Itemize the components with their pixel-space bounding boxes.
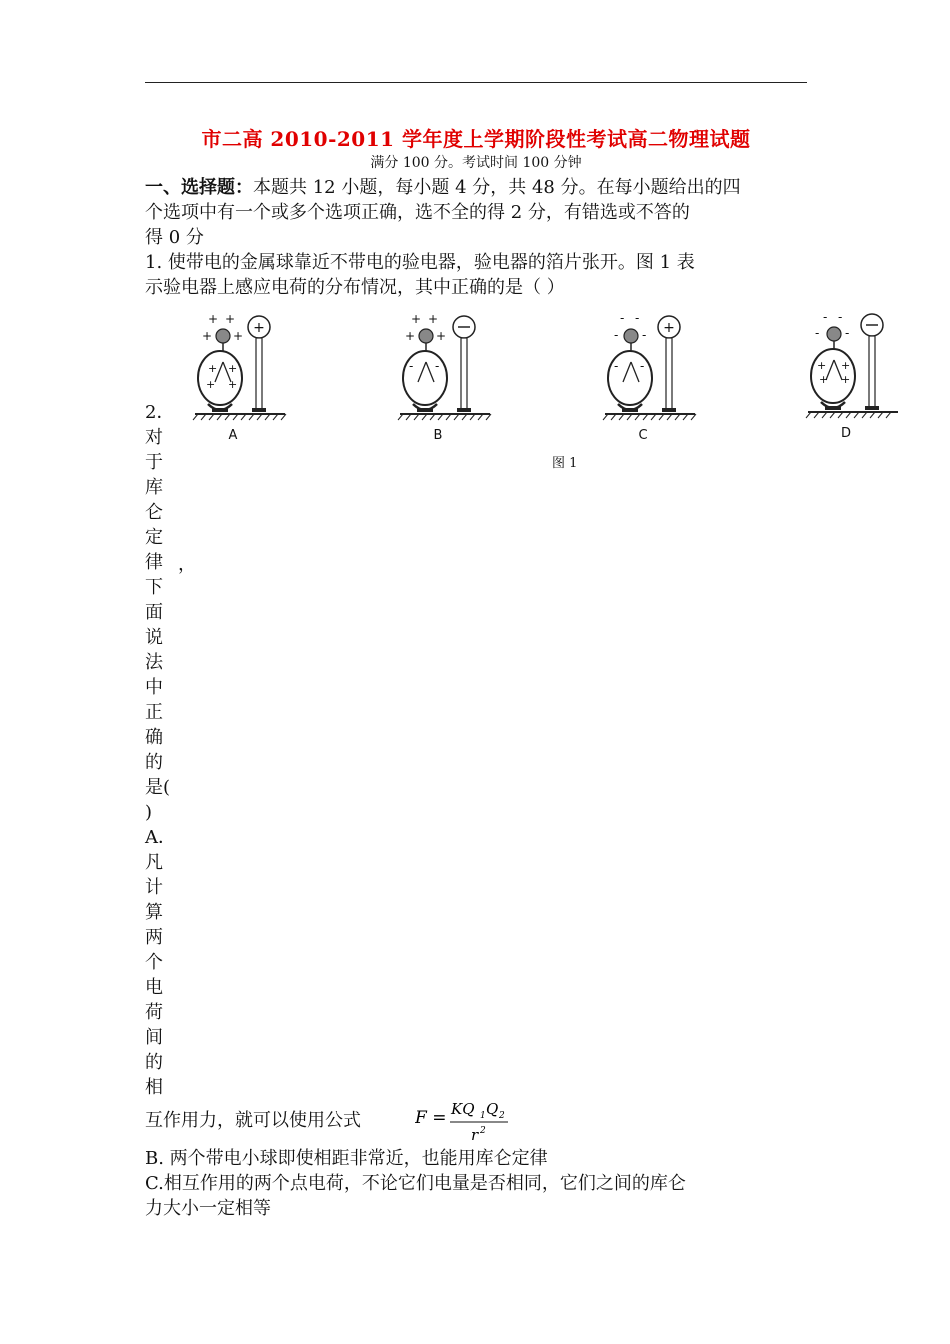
q2-vertical-char: 仑	[145, 502, 163, 523]
svg-text:+: +	[428, 312, 439, 326]
svg-text:-: -	[845, 326, 850, 340]
svg-text:+: +	[841, 373, 851, 386]
q1-stem	[145, 250, 810, 300]
exam-subtitle: 满分 100 分。考试时间 100 分钟	[370, 155, 582, 171]
q2-vertical-char: 算	[145, 902, 163, 923]
instructions-line2: 个选项中有一个或多个选项正确，选不全的得 2 分，有错选或不答的	[145, 202, 690, 223]
svg-text:-: -	[815, 326, 820, 340]
q2-vertical-char: 荷	[145, 1002, 163, 1023]
svg-text:-: -	[614, 359, 619, 373]
q2-vertical-char: 下	[145, 577, 163, 598]
figure-b-label: B	[433, 428, 443, 443]
electroscope-figure-c	[600, 310, 700, 445]
q2-vertical-char: 两	[145, 927, 163, 948]
svg-text:+: +	[817, 359, 827, 372]
header-rule	[145, 82, 807, 83]
q2-option-a-tail: 互作用力，就可以使用公式	[145, 1110, 361, 1131]
q2-option-b: B. 两个带电小球即使相距非常近，也能用库仑定律	[145, 1148, 548, 1169]
formula-r: r	[471, 1126, 479, 1144]
q2-vertical-char: 确	[145, 727, 163, 748]
electroscope-figure-b	[395, 310, 495, 445]
figure-c-label: C	[638, 428, 648, 443]
q2-vertical-char: 法	[145, 652, 163, 673]
q2-vertical-char: 相	[145, 1077, 163, 1098]
svg-text:+: +	[202, 329, 213, 343]
q2-vertical-char: 个	[145, 952, 163, 973]
formula-kq: KQ	[451, 1100, 475, 1118]
svg-text:+: +	[228, 362, 238, 375]
q2-vertical-char: )	[145, 802, 153, 823]
q2-vertical-char: 对	[145, 427, 163, 448]
formula-q2: Q	[486, 1100, 499, 1118]
svg-text:-: -	[614, 328, 619, 342]
svg-text:+: +	[206, 378, 216, 391]
section1-heading: 一、选择题：	[145, 177, 253, 198]
instructions-line1: 本题共 12 小题，每小题 4 分，共 48 分。在每小题给出的四	[253, 177, 741, 198]
electroscope-figure-a	[190, 310, 290, 445]
instructions-line3: 得 0 分	[145, 227, 204, 248]
q2-vertical-char: 电	[145, 977, 163, 998]
option-c-line1: C.相互作用的两个点电荷，不论它们电量是否相同，它们之间的库仑	[145, 1173, 686, 1194]
q2-vertical-char: A．	[145, 827, 176, 848]
q2-vertical-char: 计	[145, 877, 163, 898]
coulomb-formula	[415, 1098, 525, 1148]
q2-comma: ，	[178, 554, 196, 575]
formula-exp: 2	[480, 1126, 486, 1136]
svg-text:+: +	[405, 329, 416, 343]
section1-instructions	[145, 175, 810, 250]
q2-vertical-char: 面	[145, 602, 163, 623]
q2-vertical-char: 于	[145, 452, 163, 473]
formula-sub2: 2	[499, 1111, 505, 1121]
q2-vertical-char: 中	[145, 677, 163, 698]
formula-lhs: F =	[415, 1108, 447, 1128]
q2-vertical-char: 的	[145, 752, 163, 773]
svg-text:-: -	[635, 311, 640, 325]
svg-text:+: +	[663, 320, 675, 336]
figure-1-caption: 图 1	[552, 456, 578, 471]
q2-vertical-char: 库	[145, 477, 163, 498]
q2-vertical-char: 凡	[145, 852, 163, 873]
svg-text:+: +	[253, 320, 265, 336]
svg-text:-: -	[620, 311, 625, 325]
svg-text:-: -	[823, 310, 828, 324]
q2-vertical-char: 是(	[145, 777, 171, 798]
svg-text:-: -	[838, 310, 843, 324]
q1-line1: 1. 使带电的金属球靠近不带电的验电器，验电器的箔片张开。图 1 表	[145, 252, 695, 273]
svg-text:-: -	[640, 359, 645, 373]
q2-vertical-char: 的	[145, 1052, 163, 1073]
svg-text:+: +	[841, 359, 851, 372]
svg-text:+: +	[228, 378, 238, 391]
figure-a-label: A	[228, 428, 238, 443]
formula-sub1: 1	[480, 1111, 486, 1121]
svg-text:-: -	[435, 359, 440, 373]
q2-vertical-char: 间	[145, 1027, 163, 1048]
svg-text:+: +	[208, 362, 218, 375]
svg-text:+: +	[233, 329, 244, 343]
figure-d-label: D	[840, 426, 852, 441]
svg-text:+: +	[436, 329, 447, 343]
q2-vertical-text	[145, 400, 185, 1100]
svg-text:+: +	[208, 312, 219, 326]
svg-text:+: +	[225, 312, 236, 326]
q1-line2: 示验电器上感应电荷的分布情况，其中正确的是（ ）	[145, 277, 565, 298]
q2-vertical-char: 说	[145, 627, 163, 648]
q2-vertical-char: 正	[145, 702, 163, 723]
option-c-line2: 力大小一定相等	[145, 1198, 271, 1219]
electroscope-figure-d	[803, 310, 903, 445]
exam-title: 市二高 2010-2011 学年度上学期阶段性考试高二物理试题	[201, 127, 751, 151]
svg-text:+: +	[411, 312, 422, 326]
svg-text:+: +	[819, 373, 829, 386]
q2-vertical-char: 2．	[145, 402, 175, 423]
svg-text:-: -	[642, 328, 647, 342]
q2-option-c	[145, 1171, 810, 1221]
q2-vertical-char: 律	[145, 552, 163, 573]
svg-text:-: -	[409, 359, 414, 373]
q2-vertical-char: 定	[145, 527, 163, 548]
